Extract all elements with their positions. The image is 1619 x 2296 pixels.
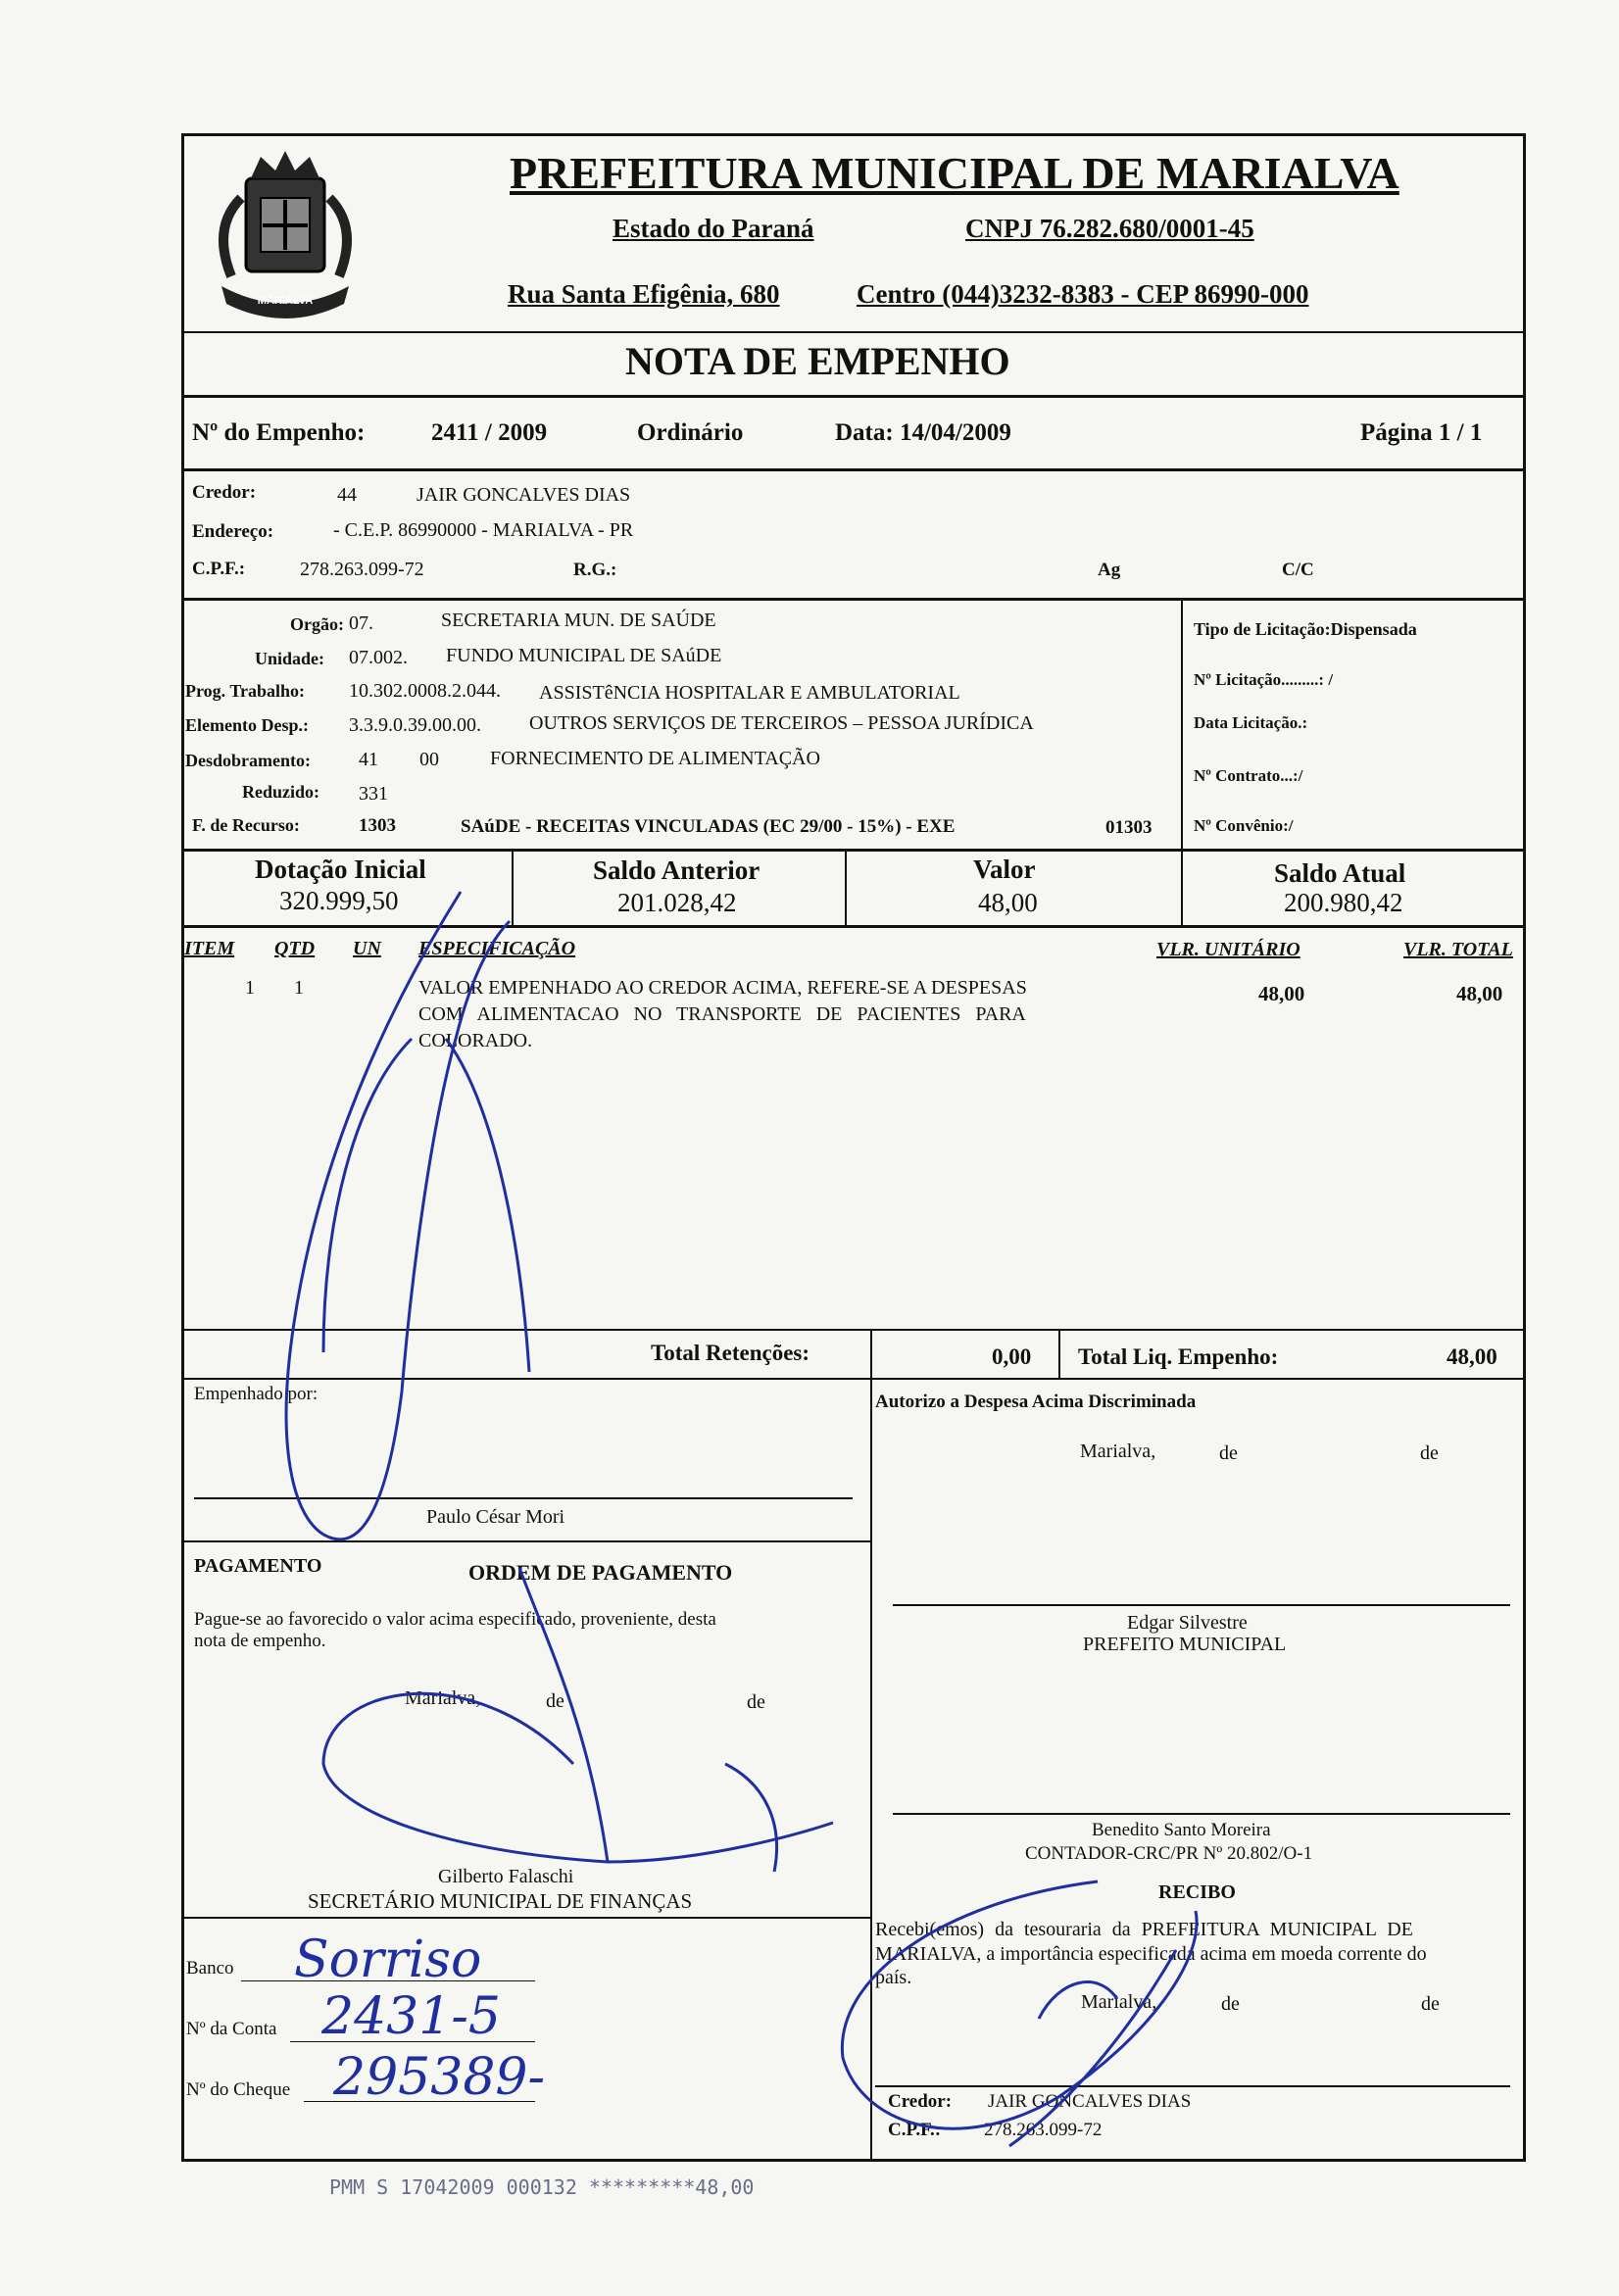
document-title: NOTA DE EMPENHO [625,339,1010,383]
elemento-desc: OUTROS SERVIÇOS DE TERCEIROS – PESSOA JURÍDICA [529,712,1034,734]
endereco-value: - C.E.P. 86990000 - MARIALVA - PR [333,519,634,541]
recibo-cpf-value: 278.263.099-72 [984,2120,1103,2140]
banco-handwritten: Sorriso [294,1930,482,1989]
row-unit-value: 48,00 [1258,982,1305,1005]
pagamento-label: PAGAMENTO [194,1555,322,1577]
col-un: UN [353,938,381,959]
orgao-desc: SECRETARIA MUN. DE SAÚDE [441,610,716,631]
address-text: Rua Santa Efigênia, 680 [508,279,780,309]
tipo-licitacao: Tipo de Licitação:Dispensada [1194,619,1417,639]
col-vlr-total: VLR. TOTAL [1403,939,1513,960]
unidade-code: 07.002. [349,647,408,668]
recibo-label: RECIBO [1158,1881,1236,1903]
liquido-value: 48,00 [1447,1344,1497,1369]
cheque-label: Nº do Cheque [186,2079,291,2100]
secretario-role: SECRETÁRIO MUNICIPAL DE FINANÇAS [308,1889,693,1913]
saldo-atual-label: Saldo Atual [1274,858,1406,888]
conta-handwritten: 2431-5 [321,1987,501,2046]
recibo-line2: MARIALVA, a importância especificada acima em moeda corrente do [875,1943,1427,1965]
unidade-desc: FUNDO MUNICIPAL DE SAúDE [446,645,722,666]
numero-licitacao: Nº Licitação.........: / [1194,670,1334,689]
dotacao-label: Dotação Inicial [255,855,426,884]
valor-label: Valor [973,855,1036,884]
saldo-anterior-label: Saldo Anterior [593,855,760,885]
desdobramento-code2: 00 [419,749,439,770]
saldo-anterior-value: 201.028,42 [617,888,737,917]
recibo-line1: Recebi(emos) da tesouraria da PREFEITURA MUNICIPAL DE [875,1919,1413,1940]
empenho-label: Nº do Empenho: [192,419,366,446]
credor-code: 44 [337,484,357,506]
reduzido-label: Reduzido: [242,782,320,802]
row-total-value: 48,00 [1456,982,1503,1005]
ordem-pagamento: ORDEM DE PAGAMENTO [468,1560,733,1585]
orgao-code: 07. [349,612,373,634]
conta-label: Nº da Conta [186,2019,277,2039]
recurso-desc: SAúDE - RECEITAS VINCULADAS (EC 29/00 - 15%) - EXE [461,816,956,837]
elemento-label: Elemento Desp.: [185,715,309,735]
data-licitacao: Data Licitação.: [1194,713,1308,732]
contrato-number: Nº Contrato...:/ [1194,766,1303,785]
district-phone-cep: Centro (044)3232-8383 - CEP 86990-000 [857,279,1309,309]
valor-value: 48,00 [978,888,1038,917]
col-qtd: QTD [274,938,316,959]
banco-label: Banco [186,1958,234,1978]
ag-label: Ag [1098,560,1121,580]
dotacao-value: 320.999,50 [279,886,399,915]
pagamento-text-line1: Pague-se ao favorecido o valor acima especificado, proveniente, desta [194,1609,716,1630]
cnpj-text: CNPJ 76.282.680/0001-45 [965,214,1254,243]
desdobramento-label: Desdobramento: [185,751,311,770]
pagamento-de2: de [747,1691,765,1713]
recibo-credor-label: Credor: [888,2091,953,2112]
empenho-date: Data: 14/04/2009 [835,419,1011,446]
row-desc-line2: COM ALIMENTACAO NO TRANSPORTE DE PACIENTES PARA [418,1003,1026,1025]
pagamento-text-line2: nota de empenho. [194,1631,326,1651]
desdobramento-desc: FORNECIMENTO DE ALIMENTAÇÃO [490,748,820,769]
rg-label: R.G.: [573,560,617,580]
empenho-number: 2411 / 2009 [431,419,548,446]
credor-name: JAIR GONCALVES DIAS [417,484,631,506]
col-item: ITEM [184,938,235,959]
contador-role: CONTADOR-CRC/PR Nº 20.802/O-1 [1025,1843,1313,1864]
autorizo-de1: de [1219,1442,1238,1464]
row-desc-line1: VALOR EMPENHADO AO CREDOR ACIMA, REFERE-SE A DESPESAS [418,977,1027,999]
elemento-code: 3.3.9.0.39.00.00. [349,714,481,736]
retencoes-value: 0,00 [992,1344,1032,1369]
recurso-label: F. de Recurso: [192,815,300,835]
cpf-value: 278.263.099-72 [300,559,424,580]
crest-logo [192,139,378,330]
prefeito-role: PREFEITO MUNICIPAL [1083,1634,1287,1655]
prog-code: 10.302.0008.2.044. [349,680,501,702]
reduzido-value: 331 [359,783,388,805]
page-number: Página 1 / 1 [1360,419,1483,446]
page-title: PREFEITURA MUNICIPAL DE MARIALVA [510,148,1399,198]
cc-label: C/C [1282,560,1314,580]
orgao-label: Orgão: [290,614,344,634]
unidade-label: Unidade: [255,649,325,668]
saldo-atual-value: 200.980,42 [1284,888,1403,917]
convenio-number: Nº Convênio:/ [1194,816,1294,835]
recurso-number: 01303 [1105,817,1153,838]
row-qtd: 1 [294,977,304,999]
liquido-label: Total Liq. Empenho: [1078,1344,1279,1369]
cheque-handwritten: 295389- [333,2048,546,2107]
autorizo-de2: de [1420,1442,1439,1464]
svg-text:MARIALVA: MARIALVA [257,295,314,307]
cpf-label: C.P.F.: [192,559,246,579]
retencoes-label: Total Retenções: [651,1341,810,1365]
empenhado-label: Empenhado por: [194,1384,319,1404]
prefeito-name: Edgar Silvestre [1127,1612,1248,1634]
recurso-code: 1303 [359,815,396,836]
autorizo-place: Marialva, [1080,1441,1156,1462]
credor-label: Credor: [192,482,257,503]
recibo-credor-name: JAIR GONCALVES DIAS [988,2091,1192,2112]
recibo-cpf-label: C.P.F.: [888,2120,942,2140]
col-especificacao: ESPECIFICAÇÃO [418,938,576,959]
prog-label: Prog. Trabalho: [185,681,306,701]
secretario-name: Gilberto Falaschi [438,1866,574,1887]
empenho-type: Ordinário [637,419,744,446]
autorizo-label: Autorizo a Despesa Acima Discriminada [875,1392,1197,1412]
desdobramento-code1: 41 [359,749,378,770]
row-desc-line3: COLORADO. [418,1030,533,1051]
col-vlr-unitario: VLR. UNITÁRIO [1156,939,1300,960]
machine-print: PMM S 17042009 000132 *********48,00 [329,2175,755,2199]
contador-name: Benedito Santo Moreira [1092,1820,1271,1840]
empenhado-name: Paulo César Mori [426,1506,565,1528]
recibo-line3: país. [875,1967,912,1988]
state-text: Estado do Paraná [613,214,814,243]
pagamento-place: Marialva, [405,1687,481,1709]
recibo-de1: de [1221,1993,1240,2015]
row-item: 1 [245,977,255,999]
prog-desc: ASSISTêNCIA HOSPITALAR E AMBULATORIAL [539,682,960,704]
recibo-place: Marialva, [1081,1991,1157,2013]
endereco-label: Endereço: [192,521,274,542]
pagamento-de1: de [546,1690,564,1712]
recibo-de2: de [1421,1993,1440,2015]
